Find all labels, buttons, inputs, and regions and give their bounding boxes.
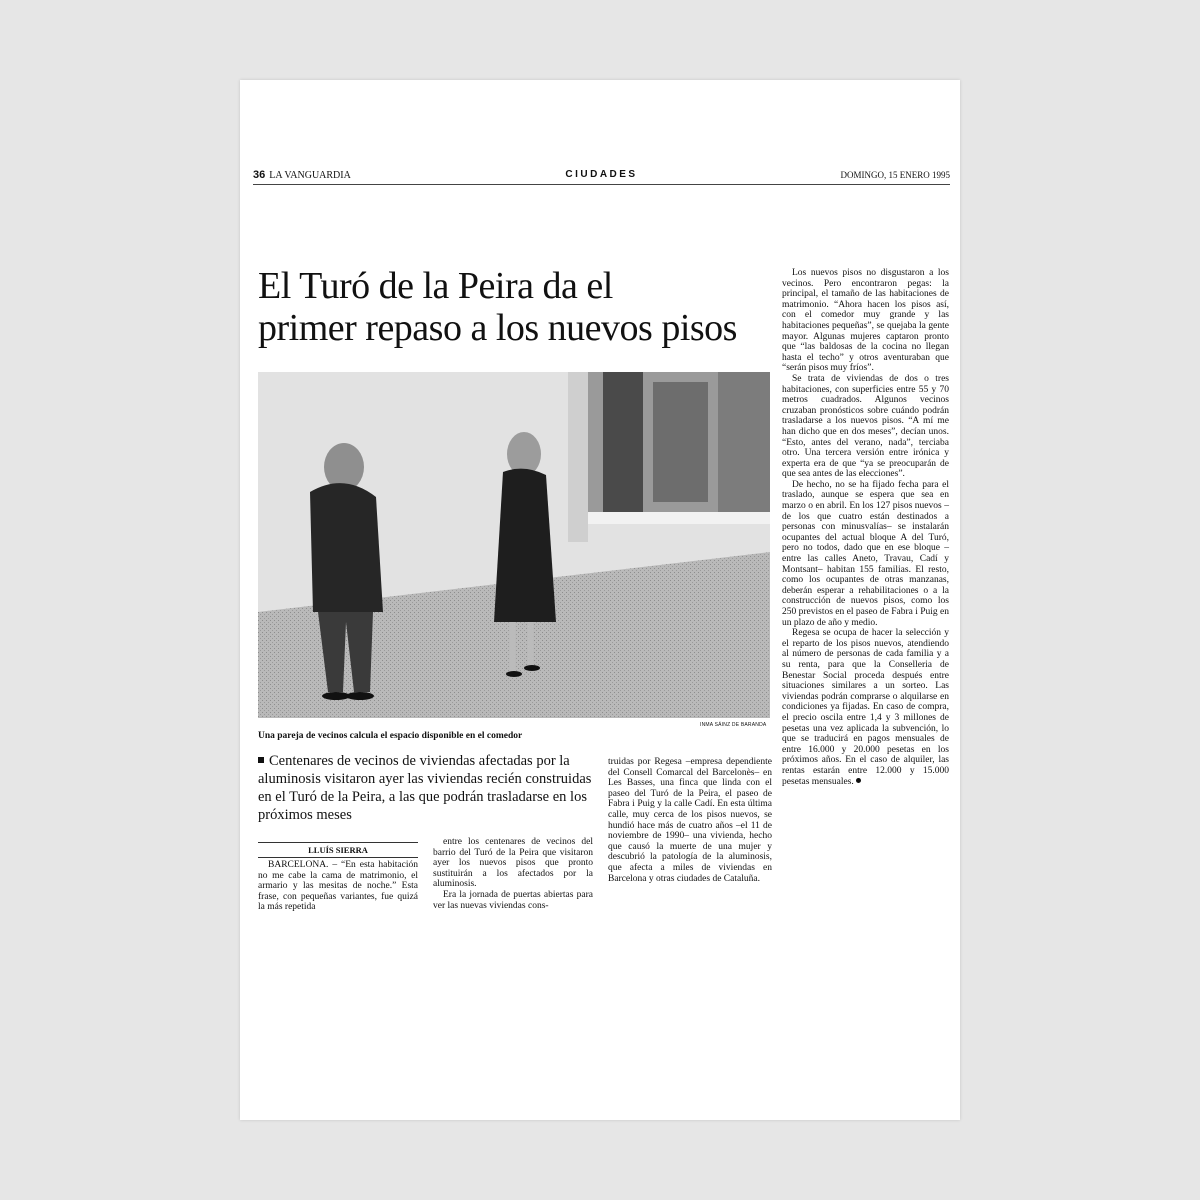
- summary-text: Centenares de vecinos de viviendas afectadas por la aluminosis visitaron ayer las viviendas recién construidas en el Turó de la Peira, a las que podrán trasladarse en los próximos meses: [258, 753, 592, 823]
- text-column-4: [782, 268, 949, 787]
- text-column-3: [608, 757, 772, 884]
- photo-credit: INMA SÁINZ DE BARANDA: [700, 722, 767, 728]
- paragraph: Era la jornada de puertas abiertas para ver las nuevas viviendas cons-: [433, 889, 593, 911]
- paragraph: truidas por Regesa –empresa dependiente del Consell Comarcal del Barcelonès– en Les Basses, una finca que linda con el paseo del Turó de la Peira, el paseo de Fabra i Puig y la calle Cadí. En esta última calle, muy cerca de los pisos nuevos, se hundió hace más de cuatro años –el 11 de noviembre de 1990– una vivienda, hecho que causó la muerte de una mujer y descubrió la patología de la aluminosis, que afecta a miles de viviendas en Barcelona y otras ciudades de Cataluña.: [608, 757, 772, 884]
- headline-line-2: primer repaso a los nuevos pisos: [258, 307, 737, 349]
- headline: [258, 265, 778, 349]
- text-column-1: [258, 860, 418, 913]
- paragraph: BARCELONA. – “En esta habitación no me cabe la cama de matrimonio, el armario y las mesitas de noche.” Esta frase, con pequeñas variantes, fue quizá la más repetida: [258, 860, 418, 913]
- photo-caption: Una pareja de vecinos calcula el espacio disponible en el comedor: [258, 731, 523, 741]
- paragraph: De hecho, no se ha fijado fecha para el traslado, aunque se espera que sea en marzo o en abril. En los 127 pisos nuevos –de los que cuatro están destinados a personas con minusvalías– se instalarán ocupantes del actual bloque A del Turó, pero no todos, dado que en ese bloque –entre las calles Aneto, Travau, Cadí y Montsant– habitan 155 familias. El resto, como los ocupantes de otras manzanas, deberán esperar a rehabilitaciones o a la construcción de nuevos pisos, como los 250 previstos en el paseo de Fabra i Puig en un plazo de año y medio.: [782, 479, 950, 628]
- text-column-2: [433, 837, 593, 911]
- newspaper-page: [240, 80, 960, 1120]
- article-summary: [258, 752, 598, 824]
- byline: LLUÍS SIERRA: [258, 842, 418, 858]
- end-mark-icon: [856, 778, 861, 783]
- bullet-square-icon: [258, 757, 264, 763]
- publication-name: LA VANGUARDIA: [269, 170, 351, 181]
- page-number: 36: [253, 169, 266, 181]
- photo-illustration: [258, 372, 770, 718]
- paragraph-last: [782, 628, 949, 787]
- issue-date: DOMINGO, 15 ENERO 1995: [840, 170, 950, 180]
- paragraph: entre los centenares de vecinos del barrio del Turó de la Peira que visitaron ayer los nuevos pisos que pronto sustituirán a los afectados por la aluminosis.: [433, 837, 593, 890]
- paragraph: Los nuevos pisos no disgustaron a los vecinos. Pero encontraron pegas: la principal, el tamaño de las habitaciones de matrimonio. “Ahora hacen los pisos así, con el comedor muy grande y las habitaciones pequeñas”, se quejaba la gente mayor. Algunas mujeres captaron pronto que “las baldosas de la cocina no llegan hasta el techo” y otros aventuraban que “serán pisos muy fríos”.: [782, 268, 949, 374]
- paragraph: Se trata de viviendas de dos o tres habitaciones, con superficies entre 55 y 70 metros cuadrados. Algunos vecinos cruzaban pronósticos sobre cuándo podrán trasladarse a los nuevos pisos. “A mí me han dicho que en dos meses”, decían unos. “Esto, antes del verano, nada”, terciaba otro. Una tercera versión entre irónica y experta era de que “ya se preocuparán de que sea antes de las elecciones”.: [782, 373, 949, 480]
- section-name: CIUDADES: [565, 169, 638, 180]
- news-photo: [258, 372, 770, 718]
- page-header: [253, 168, 950, 185]
- headline-line-1: El Turó de la Peira da el: [258, 265, 613, 307]
- paragraph-text: Regesa se ocupa de hacer la selección y el reparto de los pisos nuevos, atendiendo al número de personas de cada familia y a su renta, para que la Conselleria de Benestar Social proceda después entre situaciones similares a un sorteo. Las viviendas podrán comprarse o alquilarse en condiciones ya fijadas. En caso de compra, el precio oscila entre 1,4 y 3 millones de pesetas una vez aplicada la subvención, lo que se traducirá en pagos mensuales de entre 16.000 y 20.000 pesetas en los próximos años. En el caso de alquiler, las rentas estarán entre 12.000 y 15.000 pesetas mensuales.: [782, 628, 949, 787]
